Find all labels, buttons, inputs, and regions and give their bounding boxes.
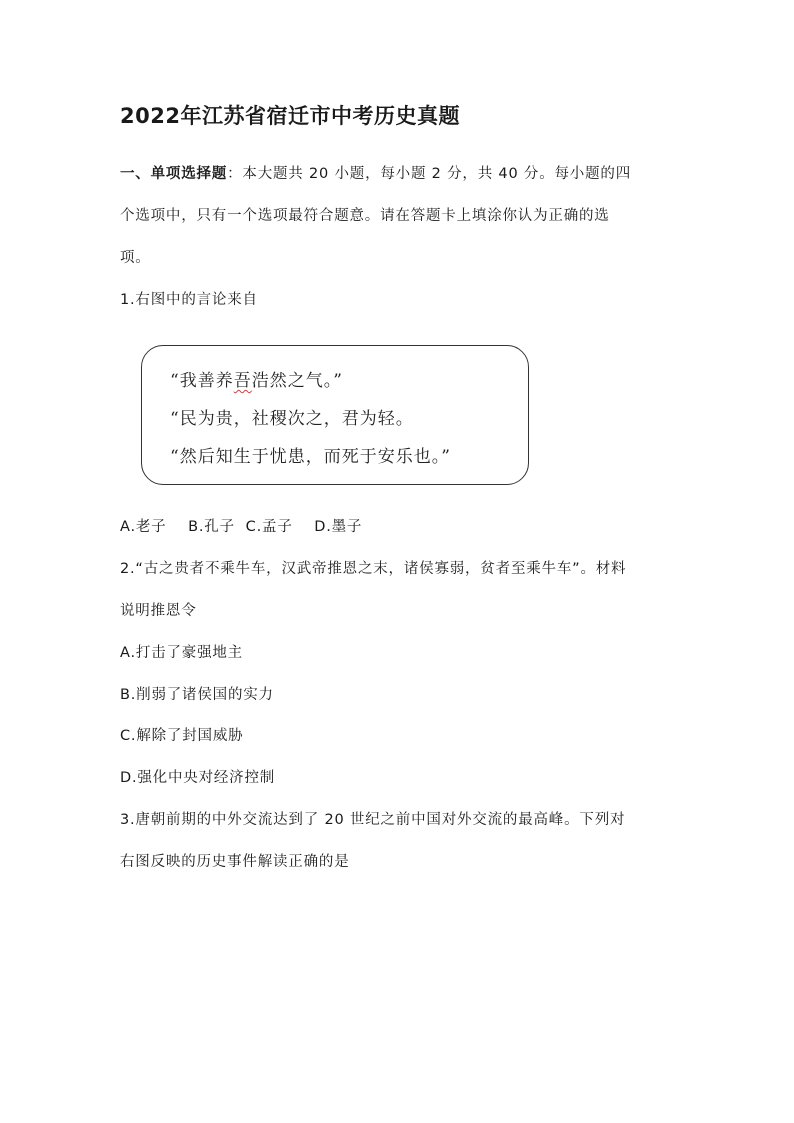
section-intro-rest: ：本大题共 20 小题，每小题 2 分，共 40 分。每小题的四 [227, 166, 631, 182]
quote-box [141, 345, 529, 485]
question-1-stem: 1.右图中的言论来自 [120, 292, 258, 308]
question-2-stem-line-1: 2.“古之贵者不乘牛车，汉武帝推恩之末，诸侯寡弱，贫者至乘牛车”。材料 [120, 561, 627, 577]
section-intro-line-1 [120, 162, 680, 183]
section-heading: 一、单项选择题 [120, 166, 228, 182]
section-intro-line-2: 个选项中，只有一个选项最符合题意。请在答题卡上填涂你认为正确的选 [120, 208, 610, 224]
question-1-options: A.老子 B.孔子 C.孟子 D.墨子 [120, 519, 363, 535]
quote-line-1 [170, 366, 343, 391]
spellcheck-underlined-word: 吾 [233, 371, 252, 391]
question-3-stem-line-1: 3.唐朝前期的中外交流达到了 20 世纪之前中国对外交流的最高峰。下列对 [120, 812, 626, 828]
quote-line-1-part-c: 浩然之气。” [251, 371, 343, 391]
section-intro-line-3: 项。 [120, 250, 151, 266]
quote-line-3: “然后知生于忧患，而死于安乐也。” [170, 447, 451, 467]
question-2-option-b: B.削弱了诸侯国的实力 [120, 687, 274, 703]
question-2-option-c: C.解除了封国威胁 [120, 728, 244, 744]
quote-line-2: “民为贵，社稷次之，君为轻。 [170, 409, 414, 429]
question-2-option-d: D.强化中央对经济控制 [120, 770, 276, 786]
page-title: 2022年江苏省宿迁市中考历史真题 [120, 104, 460, 128]
question-3-stem-line-2: 右图反映的历史事件解读正确的是 [120, 854, 350, 870]
quote-line-1-part-a: “我善养 [170, 371, 234, 391]
question-2-option-a: A.打击了豪强地主 [120, 645, 243, 661]
question-2-stem-line-2: 说明推恩令 [120, 603, 197, 619]
